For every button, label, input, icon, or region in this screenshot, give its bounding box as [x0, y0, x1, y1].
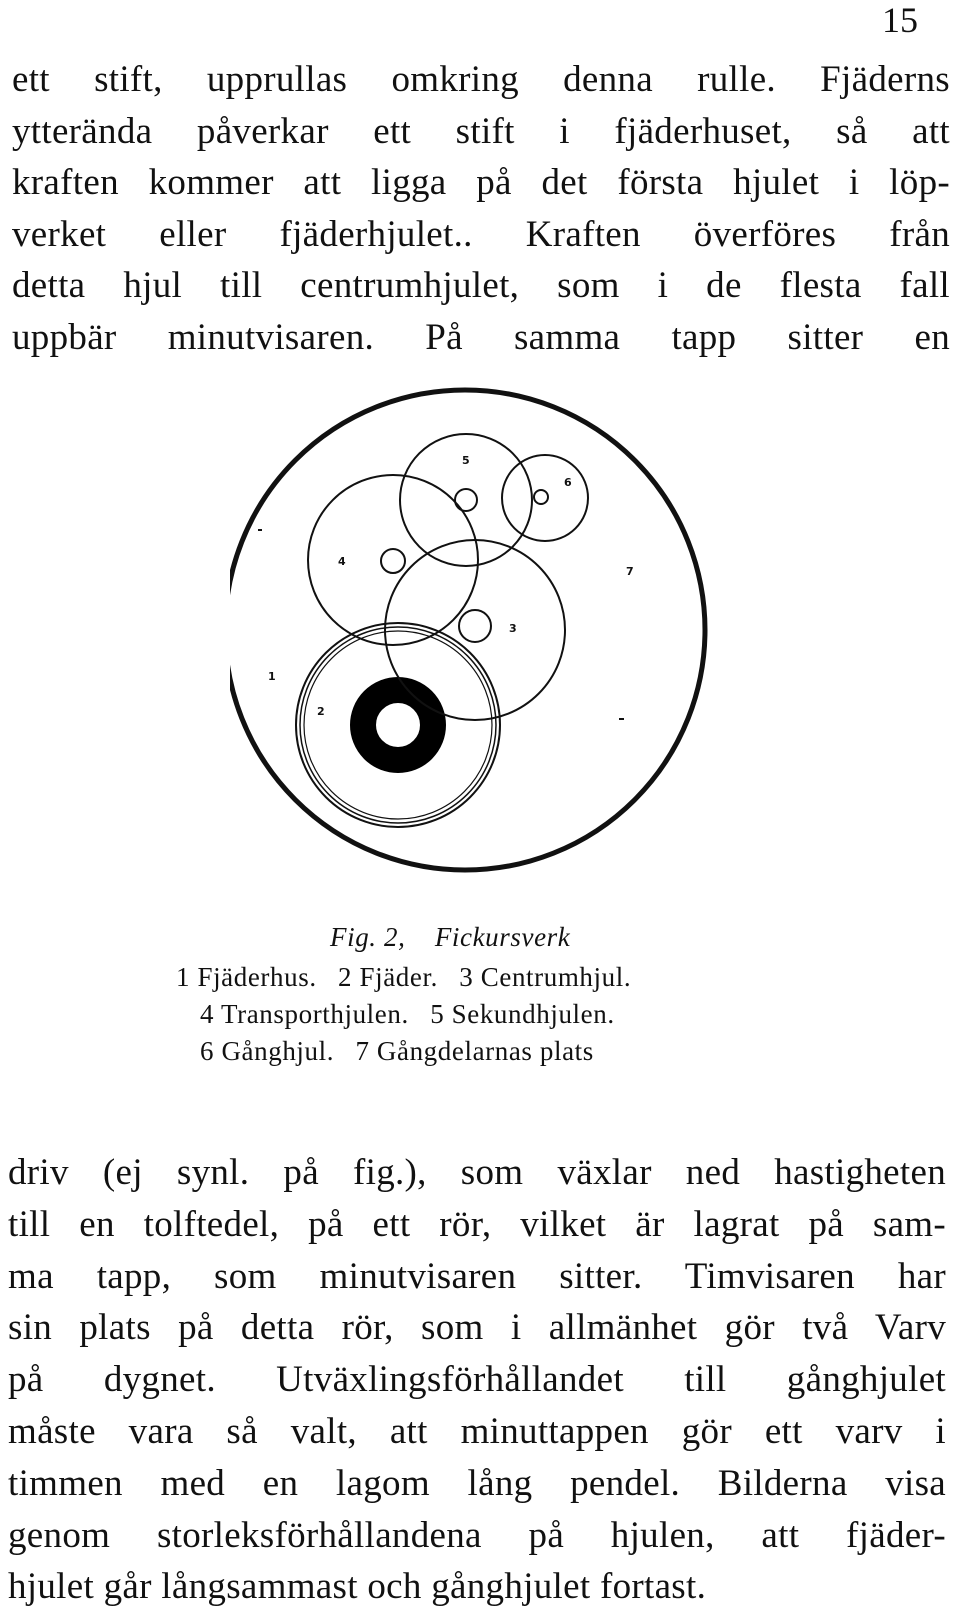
text-line: verket eller fjäderhjulet.. Kraften överföres från — [12, 213, 950, 255]
watch-movement-diagram — [230, 380, 710, 880]
text-line: detta hjul till centrumhjulet, som i de flesta fall — [12, 265, 950, 306]
text-line: kraften kommer att ligga på det första hjulet i löp- — [12, 162, 950, 203]
text-line: ytterända påverkar ett stift i fjäderhuset, så att — [12, 110, 950, 152]
centre-wheel — [385, 540, 565, 720]
caption-item: 4 Transporthjulen. — [200, 999, 409, 1029]
watch-movement-figure — [230, 380, 710, 880]
text-line: timmen med en lagom lång pendel. Bilderna visa — [8, 1462, 946, 1504]
figure-caption-line — [200, 995, 960, 1033]
text-line: på dygnet. Utväxlingsförhållandet till gånghjulet — [8, 1359, 946, 1401]
text-line: måste vara så valt, att minuttappen gör ett varv i — [8, 1410, 946, 1452]
figure-caption-line — [200, 1032, 960, 1070]
label-7: 7 — [626, 565, 634, 578]
caption-item: 1 Fjäderhus. — [176, 962, 317, 992]
paragraph-top — [12, 54, 950, 363]
escape-wheel — [502, 455, 588, 541]
third-wheel-arbor — [381, 549, 405, 573]
escape-wheel-arbor — [534, 490, 548, 504]
text-line: sin plats på detta rör, som i allmänhet gör två Varv — [8, 1307, 946, 1349]
label-2: 2 — [317, 705, 325, 718]
barrel-wheel-outer — [296, 623, 500, 827]
text-line: ett stift, upprullas omkring denna rulle. Fjäderns — [12, 59, 950, 100]
text-line: ma tapp, som minutvisaren sitter. Timvisaren har — [8, 1255, 946, 1297]
label-3: 3 — [509, 622, 517, 635]
figure-caption-line — [176, 958, 960, 996]
text-line: till en tolftedel, på ett rör, vilket är lagrat på sam- — [8, 1203, 946, 1245]
label-6: 6 — [564, 476, 572, 489]
caption-item: 2 Fjäder. — [338, 962, 438, 992]
paragraph-bottom — [8, 1147, 946, 1613]
mainspring-coil — [363, 690, 433, 760]
figure-caption-title — [330, 918, 960, 956]
text-line: hjulet går långsammast och gånghjulet fortast. — [8, 1566, 707, 1608]
label-4: 4 — [338, 555, 346, 568]
text-line: genom storleksförhållandena på hjulen, att fjäder- — [8, 1514, 946, 1556]
fourth-wheel-arbor — [455, 489, 477, 511]
third-wheel — [308, 475, 478, 645]
text-line: uppbär minutvisaren. På samma tapp sitter en — [12, 316, 950, 358]
caption-item: 6 Gånghjul. — [200, 1036, 335, 1066]
caption-item: 3 Centrumhjul. — [459, 962, 632, 992]
caption-item: 7 Gångdelarnas plats — [355, 1036, 594, 1066]
figure-title: Fickursverk — [434, 922, 571, 952]
barrel-wheel-ring — [304, 631, 492, 819]
centre-wheel-arbor — [459, 610, 491, 642]
label-1: 1 — [268, 670, 276, 683]
caption-item: 5 Sekundhjulen. — [430, 999, 615, 1029]
figure-number: Fig. 2, — [330, 922, 406, 952]
label-5: 5 — [462, 454, 470, 467]
page-number: 15 — [882, 0, 918, 40]
text-line: driv (ej synl. på fig.), som växlar ned hastigheten — [8, 1152, 946, 1193]
barrel-wheel-inner — [300, 627, 496, 823]
